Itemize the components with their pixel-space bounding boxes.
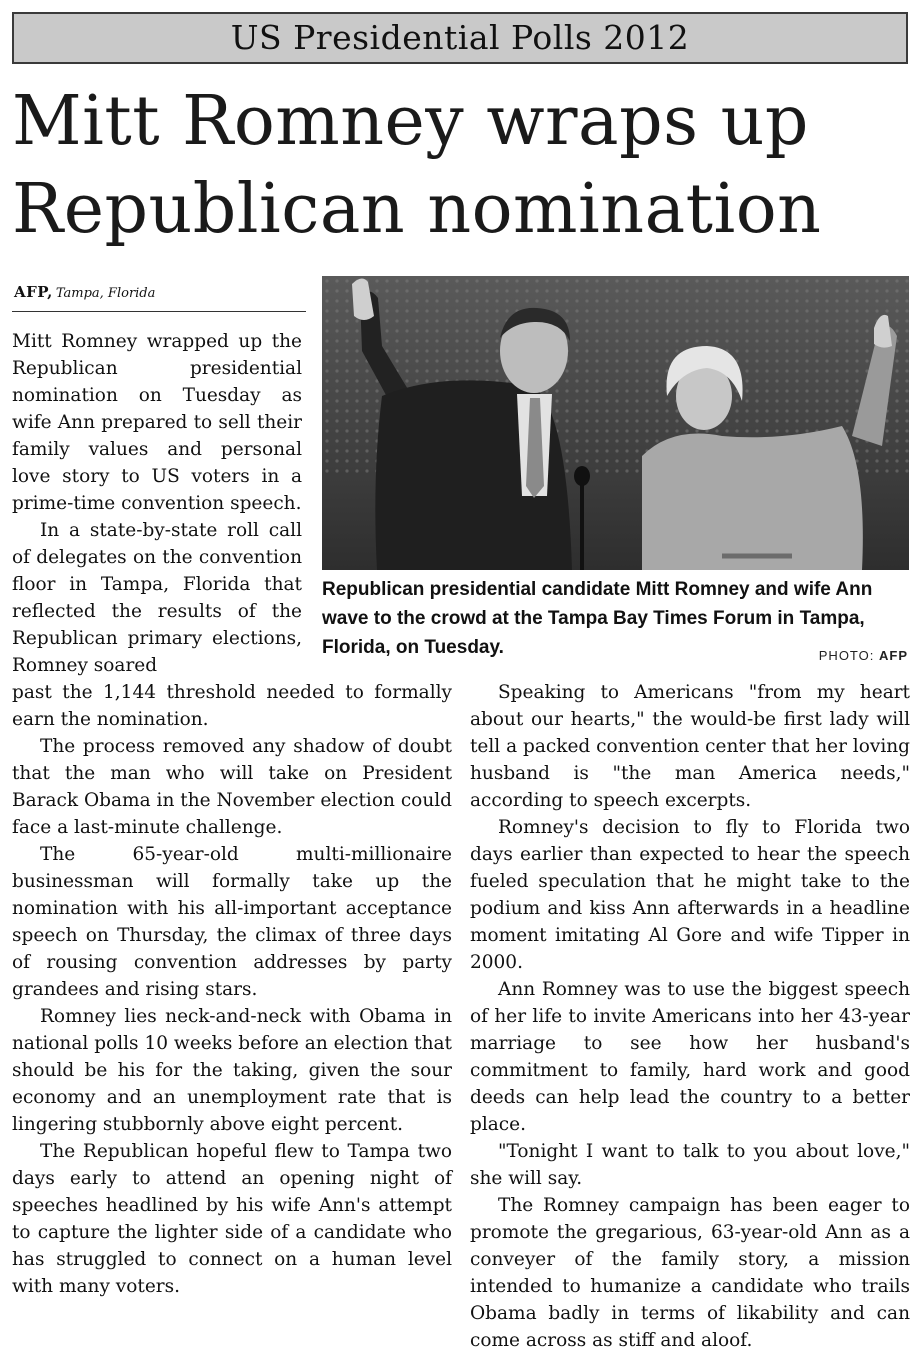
byline-place: Tampa, Florida bbox=[55, 286, 156, 301]
article-column-1-bottom bbox=[12, 679, 452, 1300]
article-paragraph: The Republican hopeful flew to Tampa two days early to attend an opening night of speeches headlined by his wife Ann's attempt to capture the lighter side of a candidate who has struggled to connect on a human level with many voters. bbox=[12, 1141, 452, 1297]
article-paragraph: Speaking to Americans "from my heart about our hearts," the would-be first lady will tell a packed convention center that her loving husband is "the man America needs," according to speech excerpts. bbox=[470, 682, 910, 811]
article-paragraph: Romney's decision to fly to Florida two days earlier than expected to hear the speech fueled speculation that he might take to the podium and kiss Ann afterwards in a headline moment imitating Al Gore and wife Tipper in 2000. bbox=[470, 817, 910, 973]
photo-credit-source: AFP bbox=[879, 648, 908, 663]
article-column-1-top bbox=[12, 328, 302, 679]
section-title: US Presidential Polls 2012 bbox=[230, 18, 690, 57]
article-paragraph: "Tonight I want to talk to you about love," she will say. bbox=[470, 1141, 910, 1189]
photo-caption: Republican presidential candidate Mitt Romney and wife Ann wave to the crowd at the Tampa Bay Times Forum in Tampa, Florida, on Tuesday. bbox=[322, 579, 873, 658]
section-banner bbox=[12, 12, 908, 64]
article-paragraph: past the 1,144 threshold needed to formally earn the nomination. bbox=[12, 682, 452, 730]
article-paragraph: The process removed any shadow of doubt that the man who will take on President Barack Obama in the November election could face a last-minute challenge. bbox=[12, 736, 452, 838]
article-paragraph: Romney lies neck-and-neck with Obama in national polls 10 weeks before an election that should be his for the taking, given the sour economy and an unemployment rate that is lingering stubbornly above eight percent. bbox=[12, 1006, 452, 1135]
article-paragraph: Mitt Romney wrapped up the Republican presidential nomination on Tuesday as wife Ann prepared to sell their family values and personal love story to US voters in a prime-time convention speech. bbox=[12, 331, 302, 514]
article-paragraph: The 65-year-old multi-millionaire businessman will formally take up the nomination with his all-important acceptance speech on Thursday, the climax of three days of rousing convention addresses by party grandees and rising stars. bbox=[12, 844, 452, 1000]
headline-line-2: Republican nomination bbox=[12, 170, 822, 249]
byline-agency: AFP, bbox=[14, 283, 53, 301]
byline bbox=[14, 283, 155, 301]
headline bbox=[12, 78, 912, 254]
photo-illustration bbox=[322, 276, 909, 570]
headline-line-1: Mitt Romney wraps up bbox=[12, 82, 809, 161]
article-paragraph: The Romney campaign has been eager to promote the gregarious, 63-year-old Ann as a conveyer of the family story, a mission intended to humanize a candidate who trails Obama badly in terms of likability and can come across as stiff and aloof. bbox=[470, 1195, 910, 1351]
news-photo bbox=[322, 276, 909, 570]
byline-rule bbox=[12, 311, 306, 312]
article-paragraph: Ann Romney was to use the biggest speech of her life to invite Americans into her 43-year marriage to see how her husband's commitment to family, hard work and good deeds can help lead the country to a better place. bbox=[470, 979, 910, 1135]
photo-credit bbox=[819, 648, 908, 663]
article-column-2 bbox=[470, 679, 910, 1354]
photo-credit-label: PHOTO: bbox=[818, 648, 875, 663]
article-paragraph: In a state-by-state roll call of delegates on the convention floor in Tampa, Florida that reflected the results of the Republican primary elections, Romney soared bbox=[12, 520, 302, 676]
